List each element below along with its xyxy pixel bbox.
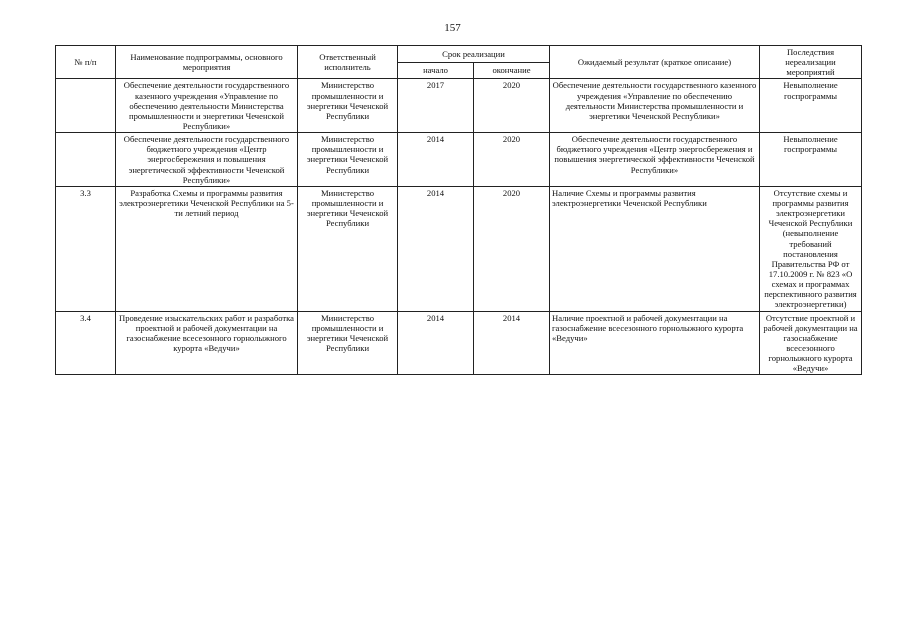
page-number: 157 [444, 22, 461, 34]
row-num: 3.4 [56, 311, 116, 375]
row-result: Обеспечение деятельности государственного бюджетного учреждения «Центр энергосбережения и повышения энергетической эффективности Чеченской Республики» [550, 133, 760, 187]
table-row [56, 311, 862, 375]
row-end: 2014 [474, 311, 550, 375]
row-name: Проведение изыскательских работ и разработка проектной и рабочей документации на газоснабжение всесезонного горнолыжного курорта «Ведучи» [116, 311, 298, 375]
row-start: 2014 [398, 186, 474, 311]
row-consequence: Невыполнение госпрограммы [760, 79, 862, 133]
row-executor: Министерство промышленности и энергетики Чеченской Республики [298, 311, 398, 375]
header-name: Наименование подпрограммы, основного мероприятия [116, 46, 298, 79]
row-name: Обеспечение деятельности государственного бюджетного учреждения «Центр энергосбережения и повышения энергетической эффективности Чеченской Республики» [116, 133, 298, 187]
row-result: Наличие Схемы и программы развития электроэнергетики Чеченской Республики [550, 186, 760, 311]
row-num [56, 133, 116, 187]
row-end: 2020 [474, 186, 550, 311]
row-name: Обеспечение деятельности государственного казенного учреждения «Управление по обеспечению деятельности Министерства промышленности и энергетики Чеченской Республики» [116, 79, 298, 133]
row-name: Разработка Схемы и программы развития электроэнергетики Чеченской Республики на 5-ти летний период [116, 186, 298, 311]
row-consequence: Невыполнение госпрограммы [760, 133, 862, 187]
header-num: № п/п [56, 46, 116, 79]
row-num [56, 79, 116, 133]
row-end: 2020 [474, 79, 550, 133]
row-executor: Министерство промышленности и энергетики Чеченской Республики [298, 133, 398, 187]
row-consequence: Отсутствие проектной и рабочей документации на газоснабжение всесезонного горнолыжного курорта «Ведучи» [760, 311, 862, 375]
header-period: Срок реализации [398, 46, 550, 63]
program-measures-table [55, 45, 862, 375]
row-start: 2014 [398, 311, 474, 375]
row-executor: Министерство промышленности и энергетики Чеченской Республики [298, 79, 398, 133]
row-start: 2014 [398, 133, 474, 187]
row-num: 3.3 [56, 186, 116, 311]
row-start: 2017 [398, 79, 474, 133]
table-row [56, 186, 862, 311]
header-executor: Ответственный исполнитель [298, 46, 398, 79]
header-result: Ожидаемый результат (краткое описание) [550, 46, 760, 79]
row-result: Наличие проектной и рабочей документации на газоснабжение всесезонного горнолыжного курорта «Ведучи» [550, 311, 760, 375]
header-end: окончание [474, 62, 550, 79]
header-consequence: Последствия нереализации мероприятий [760, 46, 862, 79]
row-consequence: Отсутствие схемы и программы развития электроэнергетики Чеченской Республики (невыполнение требований постановления Правительства РФ от 17.10.2009 г. № 823 «О схемах и программах перспективного развития электроэнергетики) [760, 186, 862, 311]
table-row [56, 79, 862, 133]
row-executor: Министерство промышленности и энергетики Чеченской Республики [298, 186, 398, 311]
row-result: Обеспечение деятельности государственного казенного учреждения «Управление по обеспечению деятельности Министерства промышленности и энергетики Чеченской Республики» [550, 79, 760, 133]
header-row [56, 46, 862, 63]
table-row [56, 133, 862, 187]
row-end: 2020 [474, 133, 550, 187]
header-start: начало [398, 62, 474, 79]
